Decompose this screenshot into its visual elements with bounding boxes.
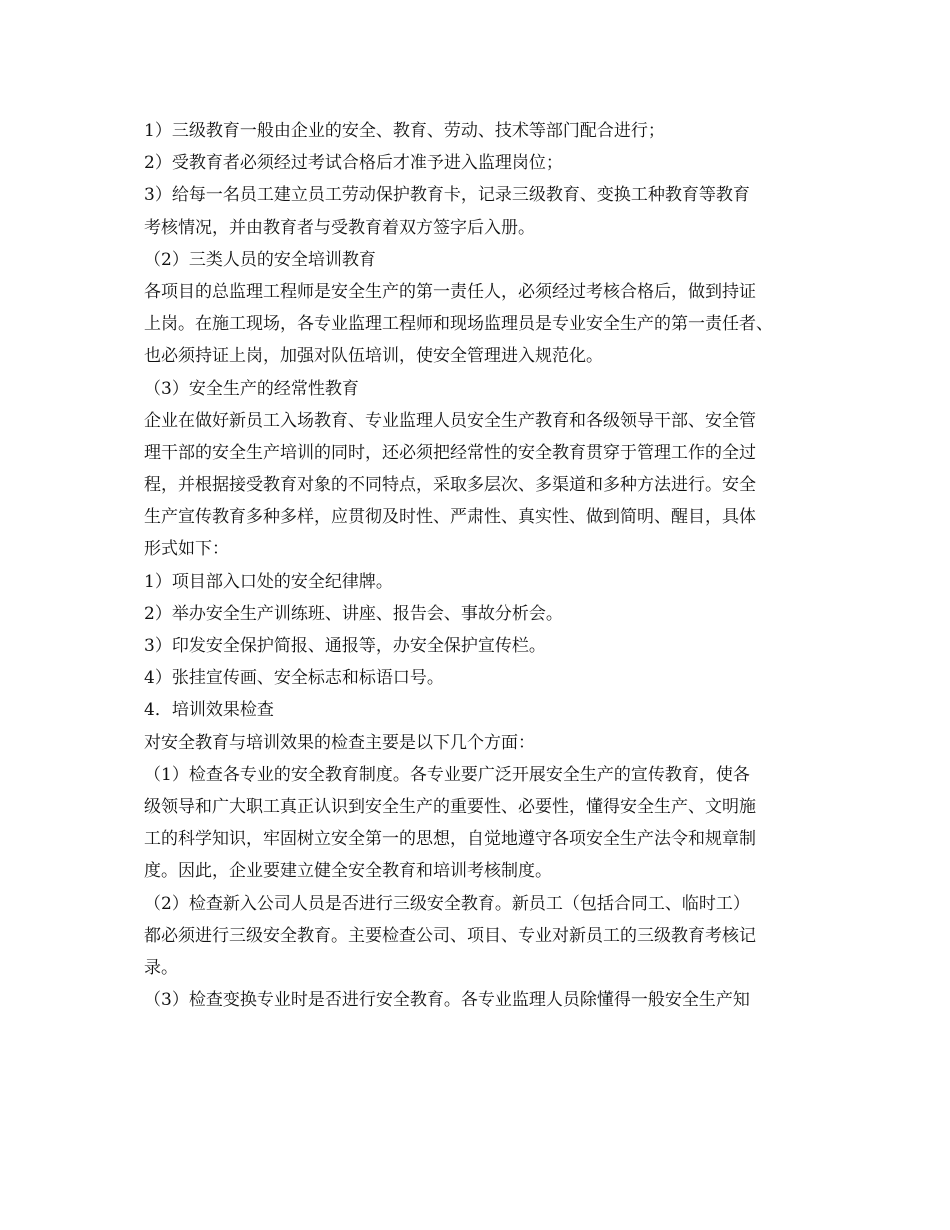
text-line: 3）给每一名员工建立员工劳动保护教育卡，记录三级教育、变换工种教育等教育 — [144, 185, 750, 206]
text-line: 程，并根据接受教育对象的不同特点，采取多层次、多渠道和多种方法进行。安全 — [144, 475, 756, 496]
text-line: 度。因此，企业要建立健全安全教育和培训考核制度。 — [144, 861, 552, 882]
list-item: 2）举办安全生产训练班、讲座、报告会、事故分析会。 — [144, 603, 563, 624]
text-line: 也必须持证上岗，加强对队伍培训，使安全管理进入规范化。 — [144, 346, 603, 367]
text-line: 1）三级教育一般由企业的安全、教育、劳动、技术等部门配合进行； — [144, 121, 665, 141]
section-heading: （2）三类人员的安全培训教育 — [144, 249, 376, 270]
text-line: 形式如下： — [144, 539, 229, 560]
text-line: 对安全教育与培训效果的检查主要是以下几个方面： — [144, 732, 535, 753]
text-line: 考核情况，并由教育者与受教育着双方签字后入册。 — [144, 217, 535, 238]
list-item: 4）张挂宣传画、安全标志和标语口号。 — [144, 668, 444, 689]
text-line: 生产宣传教育多种多样，应贯彻及时性、严肃性、真实性、做到简明、醒目，具体 — [144, 507, 756, 528]
text-line: 工的科学知识，牢固树立安全第一的思想，自觉地遵守各项安全生产法令和规章制 — [144, 829, 756, 850]
text-line: 2）受教育者必须经过考试合格后才准予进入监理岗位； — [144, 153, 563, 174]
text-line: （3）检查变换专业时是否进行安全教育。各专业监理人员除懂得一般安全生产知 — [144, 990, 750, 1011]
text-line: 级领导和广大职工真正认识到安全生产的重要性、必要性，懂得安全生产、文明施 — [144, 796, 756, 817]
text-line: 录。 — [144, 957, 178, 978]
list-item: 3）印发安全保护简报、通报等，办安全保护宣传栏。 — [144, 636, 546, 656]
text-line: 企业在做好新员工入场教育、专业监理人员安全生产教育和各级领导干部、安全管 — [144, 410, 756, 431]
text-line: 理干部的安全生产培训的同时，还必须把经常性的安全教育贯穿于管理工作的全过 — [144, 442, 756, 463]
text-line: 上岗。在施工现场，各专业监理工程师和现场监理员是专业安全生产的第一责任者、 — [144, 314, 773, 335]
text-line: 各项目的总监理工程师是安全生产的第一责任人，必须经过考核合格后，做到持证 — [144, 281, 756, 302]
text-line: 都必须进行三级安全教育。主要检查公司、项目、专业对新员工的三级教育考核记 — [144, 925, 756, 946]
section-heading: 4．培训效果检查 — [144, 700, 274, 721]
section-heading: （3）安全生产的经常性教育 — [144, 378, 359, 399]
document-body — [144, 115, 834, 1016]
text-line: （2）检查新入公司人员是否进行三级安全教育。新员工（包括合同工、临时工） — [144, 893, 750, 914]
list-item: 1）项目部入口处的安全纪律牌。 — [144, 571, 393, 592]
text-line: （1）检查各专业的安全教育制度。各专业要广泛开展安全生产的宣传教育，使各 — [144, 764, 750, 785]
